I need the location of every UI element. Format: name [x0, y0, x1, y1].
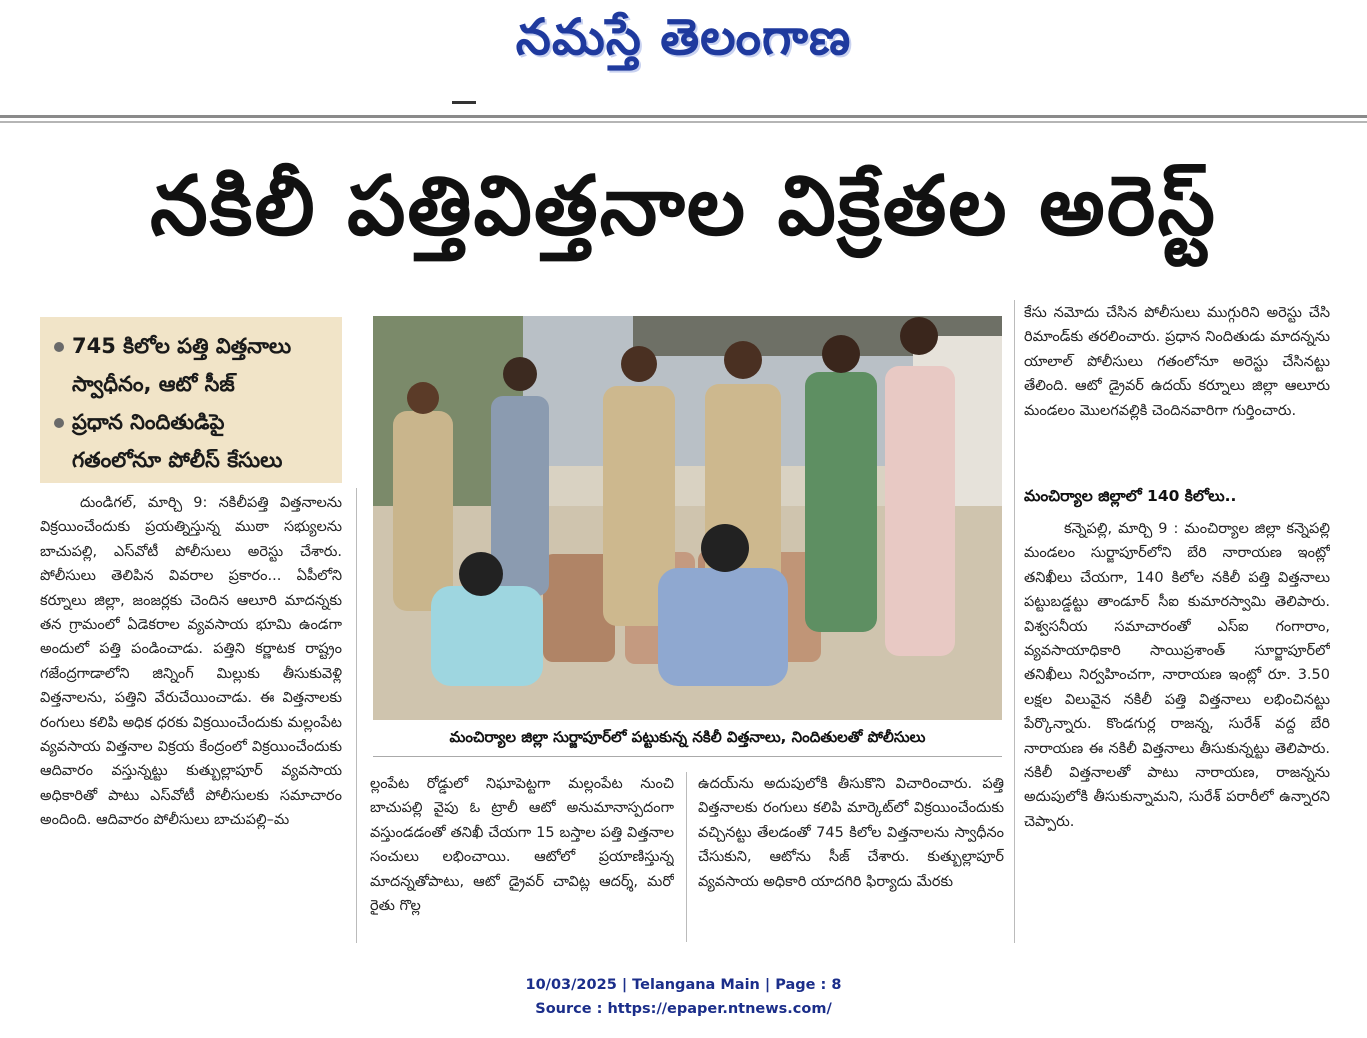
- photo-caption: మంచిర్యాల జిల్లా సుర్జాపూర్‌లో పట్టుకున్న నకిలీ విత్తనాలు, నిందితులతో పోలీసులు: [449, 728, 926, 746]
- highlight-item-continued: గతంలోనూ పోలీస్ కేసులు: [72, 448, 283, 472]
- column-divider: [356, 488, 357, 943]
- article-column-4-bottom: [1024, 517, 1330, 942]
- article-paragraph: ఉదయ్‌ను అదుపులోకి తీసుకొని విచారించారు. పత్తి విత్తనాలకు రంగులు కలిపి మార్కెట్‌లో విక్రయించేందుకు వచ్చినట్టు తేలడంతో 745 కిలోల విత్తనాలను స్వాధీనం చేసుకుని, ఆటోను సీజ్ చేశారు. కుత్బుల్లాపూర్ వ్యవసాయ అధికారి యాదగిరి ఫిర్యాదు మేరకు: [698, 776, 1004, 890]
- masthead-mark: [452, 101, 476, 104]
- highlight-item-continued: స్వాధీనం, ఆటో సీజ్: [72, 372, 235, 396]
- caption-rule: [373, 756, 1002, 757]
- highlight-item: [54, 403, 332, 441]
- article-paragraph: కన్నెపల్లి, మార్చి 9 : మంచిర్యాల జిల్లా కన్నెపల్లి మండలం సుర్జాపూర్‌లోని బేరి నారాయణ ఇంట్లో తనిఖీలు చేయగా, 140 కిలోల నకిలీ పత్తి విత్తనాలు పట్టుబడ్డట్టు తాండూర్ సీఐ కుమారస్వామి తెలిపారు. విశ్వసనీయ సమాచారంతో ఎస్ఐ గంగారాం, వ్యవసాయాధికారి సాయిప్రశాంత్ సూర్జాపూర్‌లో తనిఖీలు నిర్వహించగా, నారాయణ ఇంట్లో రూ. 3.50 లక్షల విలువైన నకిలీ పత్తి విత్తనాలు లభించినట్టు పేర్కొన్నారు. కొండగుర్ల రాజన్న, సురేశ్ వద్ద బేరి నారాయణ ఈ నకిలీ విత్తనాలు తీసుకున్నట్టు తెలిపారు. నకిలీ విత్తనాలతో పాటు నారాయణ, రాజన్నను అదుపులోకి తీసుకున్నామని, సురేశ్ పరారీలో ఉన్నారని చెప్పారు.: [1024, 521, 1330, 830]
- article-headline: నకిలీ పత్తివిత్తనాల విక్రేతల అరెస్ట్: [150, 159, 1217, 254]
- column-divider: [686, 772, 687, 942]
- page-footer-info: 10/03/2025 | Telangana Main | Page : 8: [525, 977, 842, 993]
- bullet-icon: [54, 418, 64, 428]
- highlight-item: [54, 327, 332, 365]
- article-paragraph: కేసు నమోదు చేసిన పోలీసులు ముగ్గురిని అరెస్టు చేసి రిమాండ్‌కు తరలించారు. ప్రధాన నిందితుడు మాదన్నను యాలాల్ పోలీసులు గతంలోనూ అరెస్టు చేసినట్టు తేలింది. ఆటో డ్రైవర్ ఉదయ్ కర్నూలు జిల్లా ఆలూరు మండలం మొలగవల్లికి చెందినవారిగా గుర్తించారు.: [1024, 305, 1330, 419]
- highlights-box: [40, 317, 342, 483]
- article-subhead: మంచిర్యాల జిల్లాలో 140 కిలోలు..: [1024, 487, 1237, 505]
- masthead-rule: [0, 115, 1367, 118]
- article-column-2: [370, 772, 674, 942]
- article-paragraph: ల్లంపేట రోడ్డులో నిఘాపెట్టగా మల్లంపేట నుంచి బాచుపల్లి వైపు ఓ ట్రాలీ ఆటో అనుమానాస్పదంగా వస్తుండడంతో తనిఖీ చేయగా 15 బస్తాల పత్తి విత్తనాల సంచులు లభించాయి. ఆటోలో ప్రయాణిస్తున్న మాదన్నతోపాటు, ఆటో డ్రైవర్ చావిట్ల ఆదర్శ్, మరో రైతు గొల్ల: [370, 776, 674, 915]
- article-column-1: [40, 491, 342, 943]
- bullet-icon: [54, 342, 64, 352]
- highlight-text: 745 కిలోల పత్తి విత్తనాలు: [72, 334, 292, 358]
- page-footer-source: Source : https://epaper.ntnews.com/: [535, 1001, 832, 1017]
- column-divider: [1014, 300, 1015, 943]
- article-column-4-top: [1024, 301, 1330, 471]
- article-column-3: [698, 772, 1004, 942]
- news-photo: [373, 316, 1002, 720]
- article-paragraph: దుండిగల్, మార్చి 9: నకిలీపత్తి విత్తనాలను విక్రయించేందుకు ప్రయత్నిస్తున్న ముఠా సభ్యులను బాచుపల్లి, ఎస్‌వోటీ పోలీసులు అరెస్టు చేశారు. పోలీసులు తెలిపిన వివరాల ప్రకారం... ఏపీలోని కర్నూలు జిల్లా, జంజర్లకు చెందిన ఆలూరి మాదన్నకు తన గ్రామంలో ఏడెకరాల వ్యవసాయ భూమి ఉండగా అందులో పత్తి పండించాడు. పత్తిని కర్ణాటక రాష్ట్రం గజేంద్రగాడాలోని జిన్నింగ్ మిల్లుకు తీసుకువెళ్లి విత్తనాలను, పత్తిని వేరుచేయించాడు. ఈ విత్తనాలకు రంగులు కలిపి అధిక ధరకు విక్రయించేందుకు మల్లంపేట వ్యవసాయ విత్తనాల విక్రయ కేంద్రంలో విక్రయించేందుకు ఆదివారం వస్తున్నట్టు కుత్బుల్లాపూర్ వ్యవసాయ అధికారితో పాటు ఎస్‌వోటీ పోలీసులకు సమాచారం అందింది. ఆదివారం పోలీసులు బాచుపల్లి–మ: [40, 495, 342, 829]
- highlight-text: ప్రధాన నిందితుడిపై: [72, 410, 225, 434]
- masthead-rule-thin: [0, 121, 1367, 123]
- newspaper-masthead: నమస్తే తెలంగాణ: [515, 8, 852, 66]
